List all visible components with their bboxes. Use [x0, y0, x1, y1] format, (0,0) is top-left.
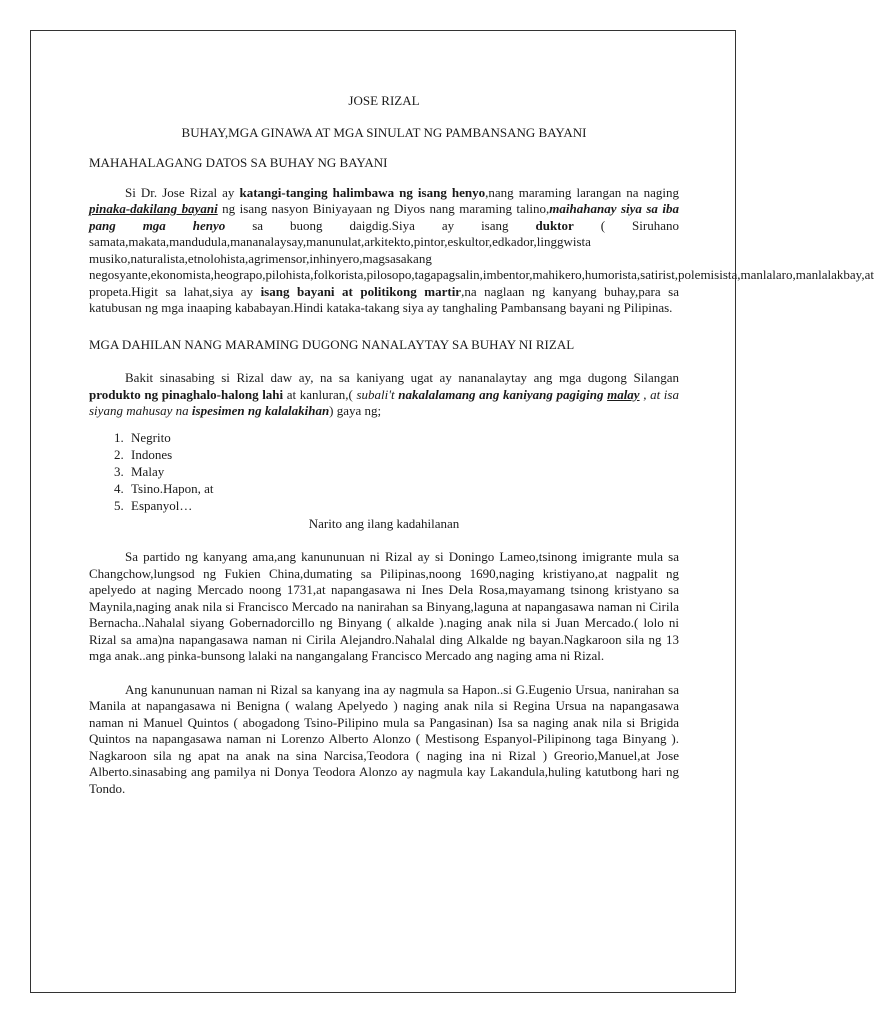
bold-underline-bayani: pinaka-dakilang bayani	[89, 201, 218, 216]
document-title: JOSE RIZAL	[348, 93, 420, 108]
lahi-list	[89, 429, 679, 514]
bold-italic-nakalalamang: nakalalamang ang kaniyang pagiging	[398, 386, 608, 402]
list-item: 3. Malay	[127, 463, 679, 480]
list-item: 2. Indones	[127, 446, 679, 463]
bold-underline-malay: malay	[607, 386, 640, 402]
paragraph-ina: Ang kanununuan naman ni Rizal sa kanyang ina ay nagmula sa Hapon..si G.Eugenio Ursua, nanirahan sa Manila at napangasawa ni Benigna ( walang Apelyedo ) naging anak nila si Regina Ursua na napangasawa naman ni Manuel Quintos ( abogadong Tsino-Pilipino mula sa Pangasinan) Isa sa naging anak nila si Brigida Quintos na napangasawa naman ni Lorenzo Alberto Alonzo ( Mestisong Espanyol-Pilipinong taga Binyang ). Nagkaroon sila ng apat na anak na sina Narcisa,Teodora ( naging ina ni Rizal ) Greorio,Manuel,at Jose Alberto.sinasabing ang pamilya ni Donya Teodora Alonzo ay nagmula kay Lakandula,huling katutbong hari ng Tondo.	[89, 681, 679, 796]
section-heading-datos: MAHAHALAGANG DATOS SA BUHAY NG BAYANI	[89, 155, 388, 170]
document-page	[30, 30, 874, 993]
bold-duktor: duktor	[535, 217, 574, 233]
list-item: 5. Espanyol…	[127, 497, 679, 514]
bold-produkto: produkto ng pinaghalo-halong lahi	[89, 386, 284, 402]
paragraph-intro: Si Dr. Jose Rizal ay katangi-tanging halimbawa ng isang henyo,nang maraming larangan na naging pinaka-dakilang bayani ng isang nasyon Biniyayaan ng Diyos nang maraming talino,maihahanay siya sa iba pang mga henyo sa buong daigdig.Siya ay isang duktor ( Siruhano samata,makata,mandudula,mananalaysay,manunulat,arkitekto,pintor,eskultor,edkador,linggwista musiko,naturalista,etnolohista,agrimensor,inhinyero,magsasakang negosyante,ekonomista,heograpo,pilohista,folkorista,pilosopo,tagapagsalin,imbentor,mahikero,humorista,satirist,polemisista,manlalaro,manlalakbay,at propeta.Higit sa lahat,siya ay isang bayani at politikong martir,na naglaan ng kanyang buhay,para sa katubusan ng mga inaaping kababayan.Hindi kataka-takang siya ay tanghaling Pambansang bayani ng Pilipinas.	[89, 184, 874, 315]
paragraph-ama: Sa partido ng kanyang ama,ang kanununuan ni Rizal ay si Doningo Lameo,tsinong imigrante mula sa Changchow,lungsod ng Fukien China,dumating sa Pilipinas,noong 1690,naging kristiyano,at nagpalit ng apelyedo at naging Mercado noong 1731,at napangasawa ni Ines Dela Rosa,mayamang tsinong kristyano sa Maynila,naging anak nila si Francisco Mercado na nanirahan sa Binyang,laguna at napangasawa naman ni Cirila Bernacha..Nahalal siyang Gobernadorcillo ng Binyang ( alkalde ).naging anak nila si Juan Mercado.( lolo ni Rizal sa ama)na napangasawa naman ni Cirila Alejandro.Nahalal ding Alkalde ng bayan.Nagkaroon sila ng 13 mga anak..ang pinka-bunsong lalaki na nangangalang Francisco Mercado ang naging ama ni Rizal.	[89, 549, 679, 663]
document-subtitle: BUHAY,MGA GINAWA AT MGA SINULAT NG PAMBANSANG BAYANI	[181, 124, 587, 140]
bold-phrase-henyo: katangi-tanging halimbawa ng isang henyo	[239, 184, 486, 200]
bold-italic-henyo: maihahanay siya sa iba pang mga henyo	[89, 201, 679, 233]
bold-bayani-martir: isang bayani at politikong martir	[260, 283, 462, 299]
list-item: 1. Negrito	[127, 429, 679, 446]
paragraph-dugo: Bakit sinasabing si Rizal daw ay, na sa kaniyang ugat ay nananalaytay ang mga dugong Silangan produkto ng pinaghalo-halong lahi at kanluran,( subali't nakalalamang ang kaniyang pagiging malay , at isa siyang mahusay na ispesimen ng kalalakihan) gaya ng;	[89, 370, 679, 418]
bold-italic-ispesimen: ispesimen ng kalalakihan	[191, 403, 330, 418]
subheading-kadahilanan: Narito ang ilang kadahilanan	[308, 515, 460, 531]
document-content	[89, 93, 874, 797]
section-heading-dugo: MGA DAHILAN NANG MARAMING DUGONG NANALAYTAY SA BUHAY NI RIZAL	[89, 336, 575, 352]
list-item: 4. Tsino.Hapon, at	[127, 480, 679, 497]
